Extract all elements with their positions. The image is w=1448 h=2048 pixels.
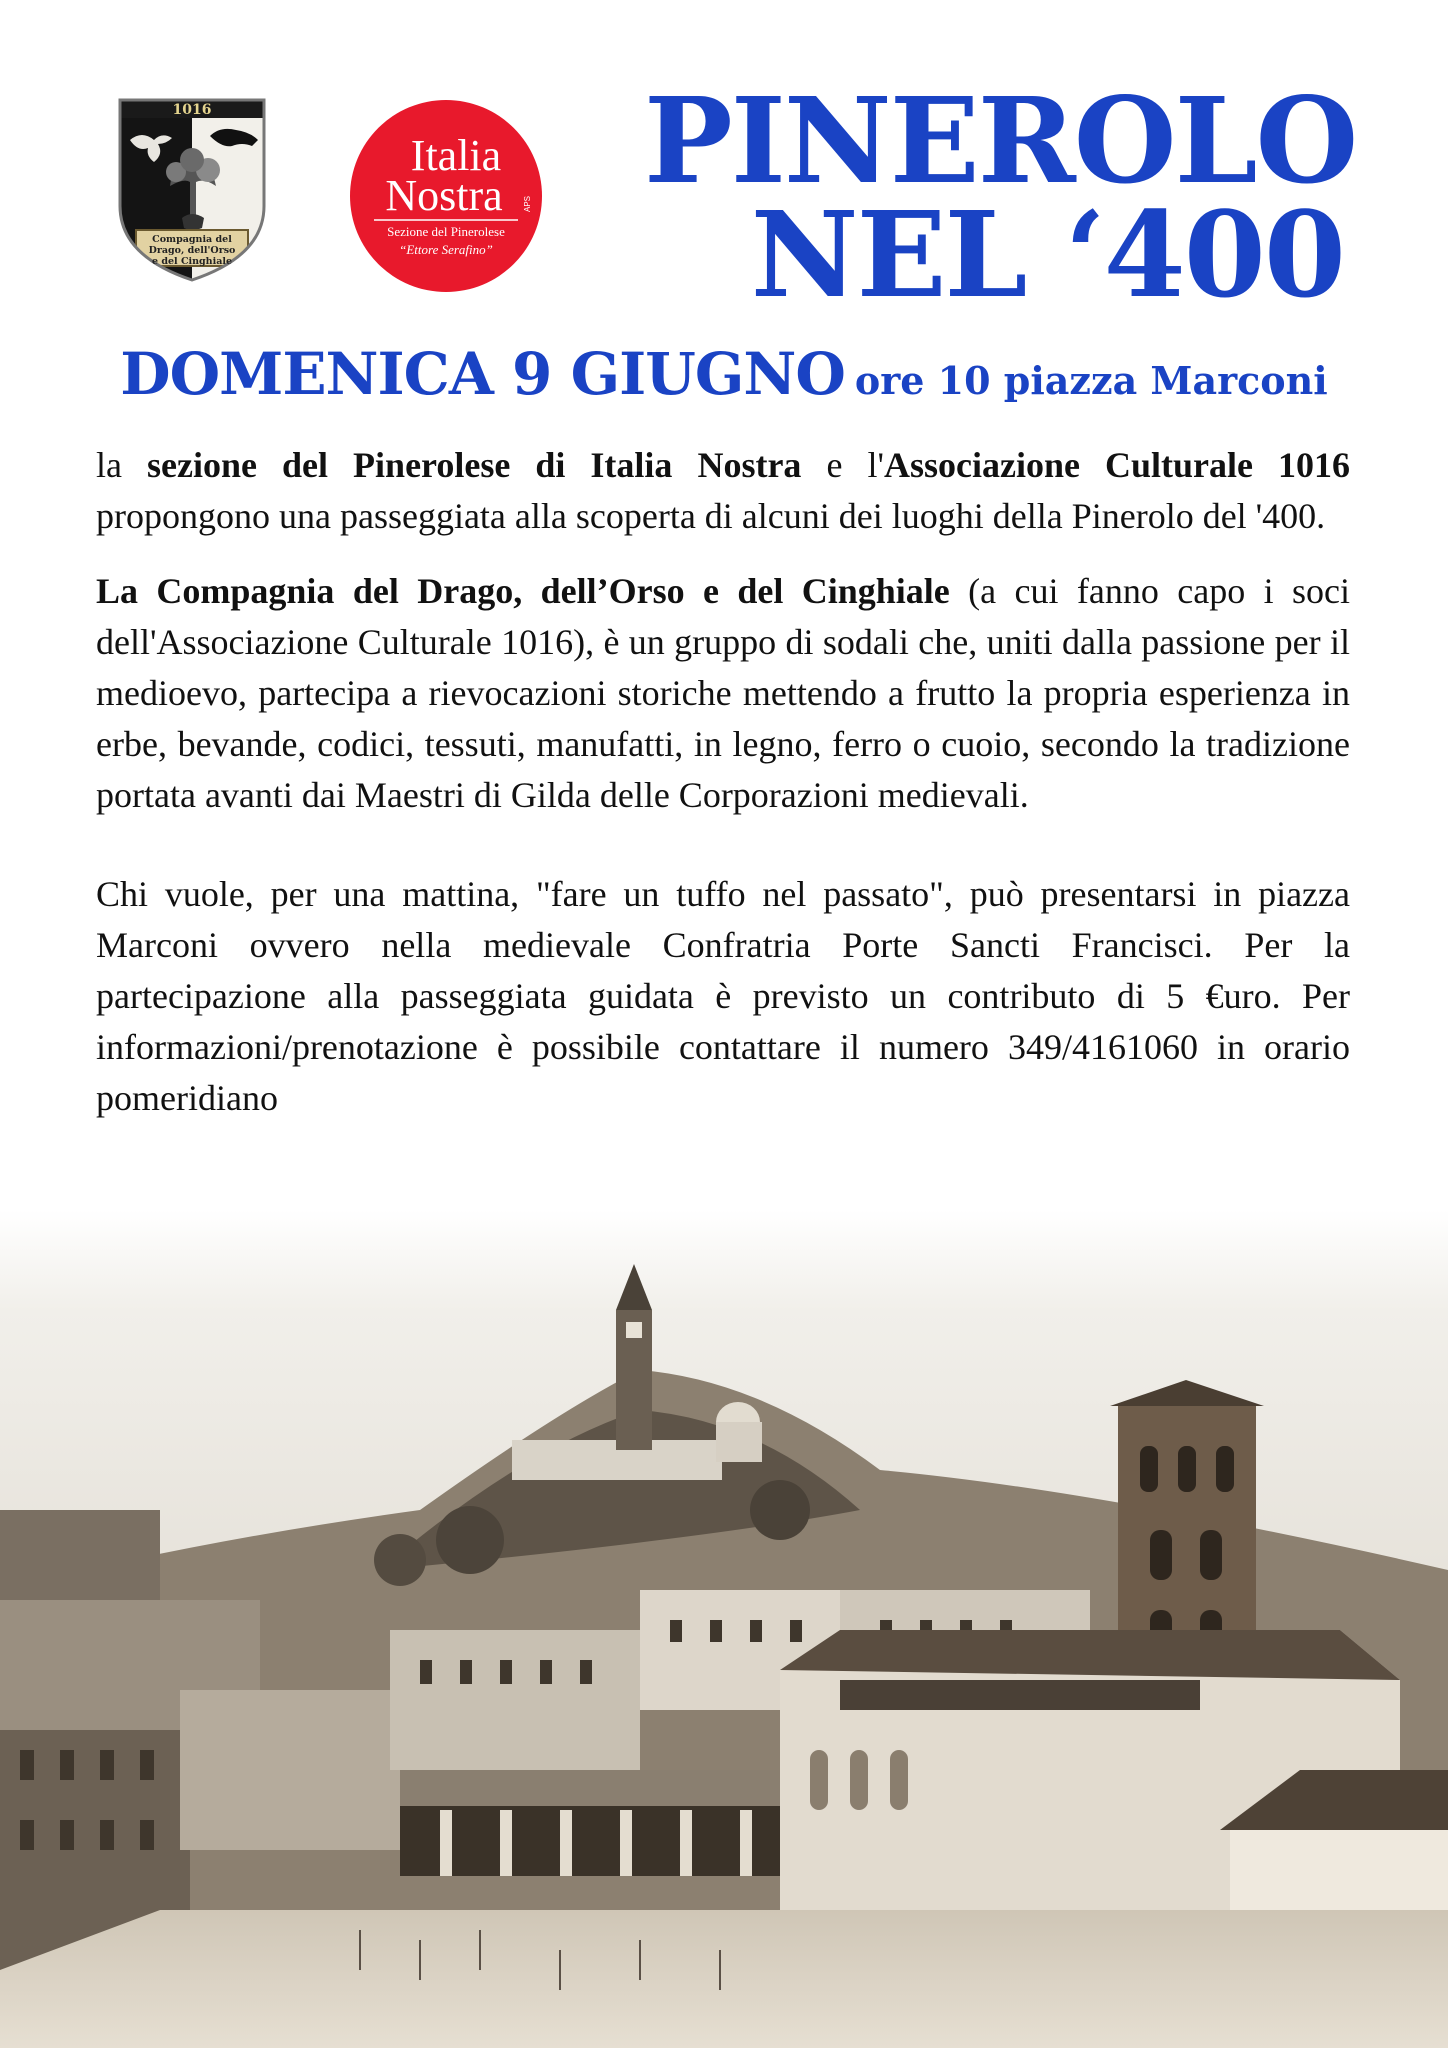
p1-text-2: e l' bbox=[801, 445, 884, 485]
paragraph-intro bbox=[96, 440, 1350, 542]
body-text bbox=[96, 440, 1350, 1148]
p1-bold-1: sezione del Pinerolese di Italia Nostra bbox=[147, 445, 802, 485]
compagnia-motto-3: e del Cinghiale bbox=[152, 256, 232, 267]
italia-nostra-serafino: “Ettore Serafino” bbox=[399, 242, 493, 257]
italia-nostra-logo bbox=[348, 98, 544, 294]
italia-nostra-aps: APS bbox=[523, 195, 532, 213]
compagnia-motto-1: Compagnia del bbox=[152, 234, 232, 245]
compagnia-shield-logo bbox=[116, 96, 268, 284]
paragraph-compagnia bbox=[96, 566, 1350, 821]
title-line-2: NEL ‘400 bbox=[750, 185, 1344, 324]
event-date-main: DOMENICA 9 GIUGNO bbox=[120, 340, 845, 408]
p1-bold-2: Associazione Culturale 1016 bbox=[883, 445, 1350, 485]
italia-nostra-line1: Italia bbox=[410, 131, 502, 180]
p1-text-1: la bbox=[96, 445, 148, 485]
compagnia-motto-2: Drago, dell'Orso bbox=[148, 245, 236, 256]
historic-town-photo bbox=[0, 1210, 1448, 2048]
paragraph-info: Chi vuole, per una mattina, "fare un tuffo nel passato", può presentarsi in piazza Marconi ovvero nella medievale Confratria Porte Sancti Francisci. Per la partecipazione alla passeggiata guidata è previsto un contributo di 5 €uro. Per informazioni/prenotazione è possibile contattare il numero 349/4161060 in orario pomeridiano bbox=[96, 874, 1350, 1118]
compagnia-year: 1016 bbox=[172, 102, 212, 118]
page-title bbox=[644, 71, 1357, 324]
italia-nostra-section: Sezione del Pinerolese bbox=[387, 224, 505, 239]
italia-nostra-line2: Nostra bbox=[385, 171, 503, 220]
p1-text-3: propongono una passeggiata alla scoperta di alcuni dei luoghi della Pinerolo del '400. bbox=[96, 496, 1326, 536]
p2-bold-1: La Compagnia del Drago, dell’Orso e del Cinghiale bbox=[96, 571, 950, 611]
event-date-detail: ore 10 piazza Marconi bbox=[854, 358, 1328, 403]
event-date bbox=[104, 340, 1344, 408]
p2-text-1: (a cui fanno capo i soci dell'Associazione Culturale 1016), è un gruppo di sodali che, uniti dalla passione per il medioevo, partecipa a rievocazioni storiche mettendo a frutto la propria esperienza in erbe, bevande, codici, tessuti, manufatti, in legno, ferro o cuoio, secondo la tradizione portata avanti dai Maestri di Gilda delle Corporazioni medievali. bbox=[96, 571, 1350, 815]
title-line-1: PINEROLO bbox=[644, 71, 1357, 210]
